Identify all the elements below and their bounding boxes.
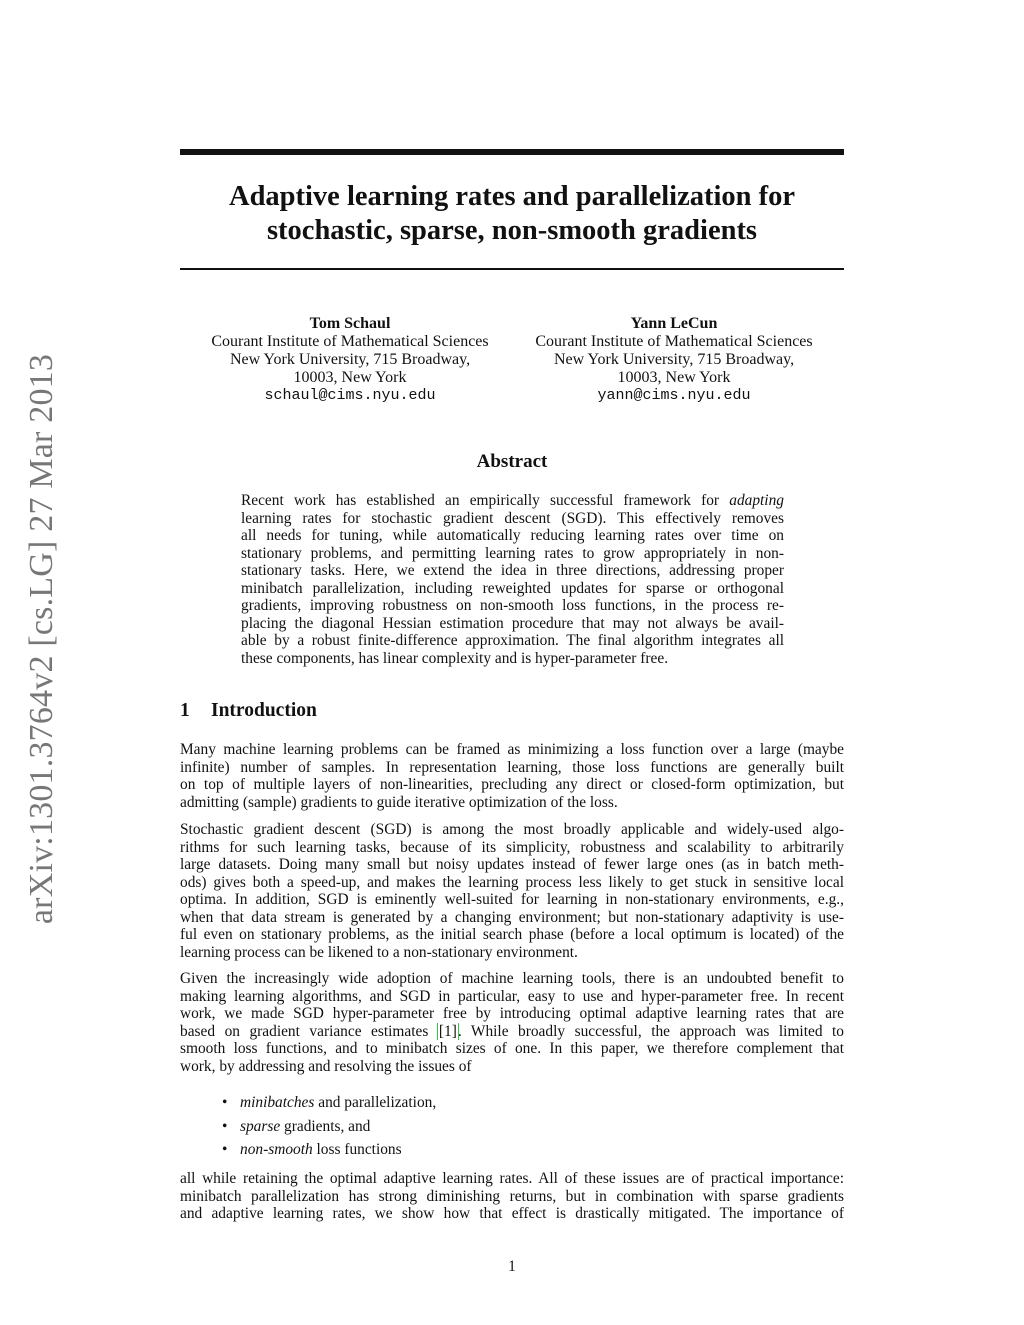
author-name: Tom Schaul (309, 315, 391, 332)
abstract-line: gradients, improving robustness on non-smooth loss functions, in the process re- (241, 597, 784, 614)
text-line: ful even on stationary problems, as the initial search phase (before a local optimum is located) of the (180, 926, 844, 943)
abstract-line: placing the diagonal Hessian estimation procedure that may not always be avail- (241, 614, 784, 632)
title-line-2: stochastic, sparse, non-smooth gradients (266, 215, 758, 246)
author-address: New York University, 715 Broadway, (553, 351, 795, 368)
text-line: large datasets. Doing many small but noisy updates instead of fewer large ones (as in batch meth- (180, 856, 844, 873)
paragraph-4 (180, 1170, 844, 1223)
text-line: work, we made SGD hyper-parameter free by introducing optimal adaptive learning rates that are (180, 1005, 844, 1022)
text-line: Given the increasingly wide adoption of machine learning tools, there is an undoubted benefit to (180, 970, 844, 987)
text-line: optima. In addition, SGD is eminently well-suited for learning in non-stationary environments, e.g., (180, 891, 844, 908)
abstract-line: these components, has linear complexity and is hyper-parameter free. (241, 649, 669, 667)
author-email: schaul@cims.nyu.edu (264, 387, 436, 404)
text-line: all while retaining the optimal adaptive learning rates. All of these issues are of practical importance: (180, 1170, 844, 1187)
section-number: 1 (180, 700, 190, 721)
author-block-1 (180, 315, 520, 405)
paragraph-2 (180, 821, 844, 961)
abstract-line: able by a robust finite-difference approximation. The final algorithm integrates all (241, 632, 784, 649)
author-name: Yann LeCun (630, 315, 718, 332)
text-line: infinite) number of samples. In representation learning, those loss functions are generally built (180, 758, 844, 776)
arxiv-identifier-stamp: arXiv:1301.3764v2 [cs.LG] 27 Mar 2013 (23, 353, 60, 925)
abstract-line: minibatch parallelization, including reweighted updates for sparse or orthogonal (241, 579, 784, 597)
text-line: on top of multiple layers of non-linearities, precluding any direct or closed-form optimization, but (180, 776, 844, 793)
text-line: smooth loss functions, and to minibatch sizes of one. In this paper, we therefore complement that (180, 1040, 844, 1057)
author-city: 10003, New York (293, 369, 407, 386)
text-line: when that data stream is generated by a changing environment; but non-stationary adaptivity is use- (180, 908, 844, 926)
text-line: rithms for such learning tasks, because of its simplicity, robustness and scalability to arbitrarily (180, 838, 844, 856)
text-line: admitting (sample) gradients to guide iterative optimization of the loss. (180, 793, 618, 811)
abstract-body (241, 492, 784, 667)
abstract-line: Recent work has established an empirically successful framework for adapting (241, 492, 784, 509)
paragraph-1 (180, 741, 844, 811)
author-email: yann@cims.nyu.edu (597, 387, 751, 404)
text-line: ods) gives both a speed-up, and makes the learning process less likely to get stuck in sensitive local (180, 873, 844, 891)
list-item: • sparse gradients, and (222, 1115, 622, 1139)
author-affiliation: Courant Institute of Mathematical Sciences (211, 333, 489, 350)
section-title: Introduction (211, 700, 317, 721)
text-line: work, by addressing and resolving the issues of (180, 1057, 472, 1075)
page-number: 1 (508, 1258, 516, 1275)
list-item: • non-smooth loss functions (222, 1138, 622, 1162)
bullet-icon: • (222, 1094, 228, 1111)
bullet-list (222, 1091, 622, 1162)
bullet-icon: • (222, 1117, 228, 1135)
text-line: minibatch parallelization has strong diminishing returns, but in combination with sparse gradients (180, 1187, 844, 1205)
abstract-line: learning rates for stochastic gradient descent (SGD). This effectively removes (241, 509, 784, 527)
abstract-line: stationary tasks. Here, we extend the idea in three directions, addressing proper (241, 562, 784, 579)
author-affiliation: Courant Institute of Mathematical Sciences (535, 333, 813, 350)
author-city: 10003, New York (617, 369, 731, 386)
list-item: • minibatches and parallelization, (222, 1091, 622, 1115)
bullet-icon: • (222, 1141, 228, 1158)
title-bottom-rule (180, 268, 844, 270)
paper-title (180, 180, 844, 248)
author-block-2 (504, 315, 844, 405)
title-top-rule (180, 149, 844, 155)
text-line: and adaptive learning rates, we show how that effect is drastically mitigated. The importance of (180, 1205, 844, 1222)
abstract-heading: Abstract (476, 451, 548, 472)
paragraph-3 (180, 970, 844, 1075)
text-line: learning process can be likened to a non-stationary environment. (180, 943, 578, 961)
text-line: Many machine learning problems can be framed as minimizing a loss function over a large (maybe (180, 741, 844, 758)
abstract-line: stationary problems, and permitting learning rates to grow appropriately in non- (241, 544, 784, 562)
author-address: New York University, 715 Broadway, (229, 351, 471, 368)
text-line: making learning algorithms, and SGD in particular, easy to use and hyper-parameter free. In recent (180, 987, 844, 1005)
title-line-1: Adaptive learning rates and parallelization for (228, 181, 795, 212)
section-heading-introduction (180, 700, 317, 722)
text-line: based on gradient variance estimates [1]. While broadly successful, the approach was limited to (180, 1022, 844, 1040)
abstract-line: all needs for tuning, while automatically reducing learning rates over time on (241, 527, 784, 544)
text-line: Stochastic gradient descent (SGD) is among the most broadly applicable and widely-used algo- (180, 821, 844, 838)
citation-link[interactable]: [1] (438, 1022, 457, 1040)
